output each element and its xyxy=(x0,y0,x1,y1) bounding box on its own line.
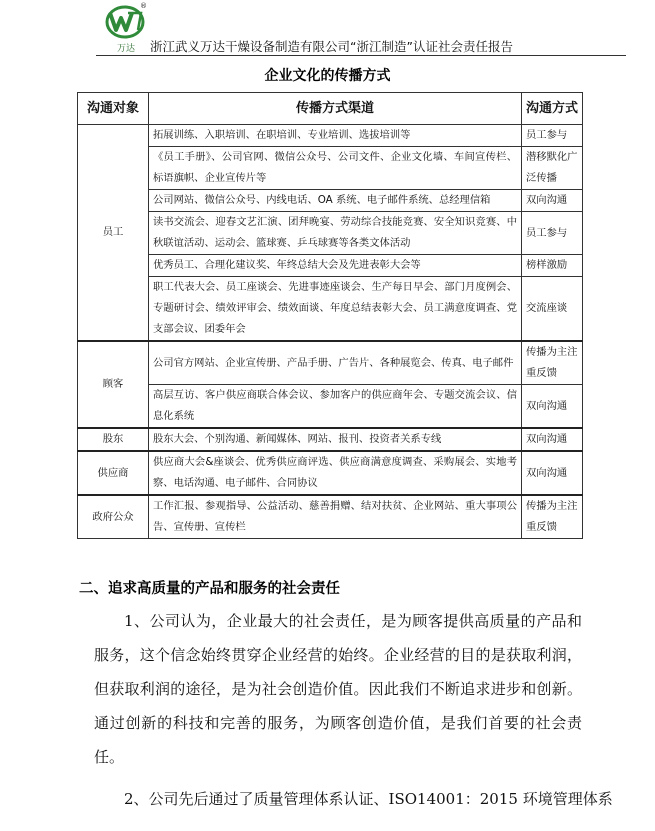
section-heading: 二、追求高质量的产品和服务的社会责任 xyxy=(79,581,340,597)
paragraph: 1、公司认为，企业最大的社会责任，是为顾客提供高质量的产品和服务，这个信念始终贯穿企业经营的始终。企业经营的目的是获取利润，但获取利润的途径，是为社会创造价值。因此我们不断追求进步和创新。通过创新的科技和完善的服务，为顾客创造价值，是我们首要的社会责任。 xyxy=(94,612,582,766)
method-cell: 员工参与 xyxy=(522,125,583,147)
table-title: 企业文化的传播方式 xyxy=(264,68,391,84)
communication-table xyxy=(77,92,583,539)
method-cell: 传播为主注重反馈 xyxy=(522,495,583,539)
table-row xyxy=(78,495,583,539)
channels-cell: 优秀员工、合理化建议奖、年终总结大会及先进表彰大会等 xyxy=(149,255,522,277)
method-cell: 双向沟通 xyxy=(522,190,583,212)
table-header-row xyxy=(78,93,583,125)
table-row xyxy=(78,212,583,255)
column-header: 沟通对象 xyxy=(78,93,149,125)
table-row xyxy=(78,190,583,212)
table-row xyxy=(78,255,583,277)
method-cell: 交流座谈 xyxy=(522,277,583,342)
method-cell: 双向沟通 xyxy=(522,428,583,451)
channels-cell: 高层互访、客户供应商联合体会议、参加客户的供应商年会、专题交流会议、信息化系统 xyxy=(149,385,522,429)
channels-cell: 供应商大会&座谈会、优秀供应商评选、供应商满意度调查、采购展会、实地考察、电话沟通、电子邮件、合同协议 xyxy=(149,451,522,495)
page-header xyxy=(96,0,626,62)
table-body xyxy=(78,125,583,539)
method-cell: 双向沟通 xyxy=(522,451,583,495)
logo-text: 万达 xyxy=(116,44,135,54)
table-row xyxy=(78,147,583,190)
target-cell: 供应商 xyxy=(78,451,149,495)
paragraph: 2、公司先后通过了质量管理体系认证、ISO14001：2015 环境管理体系 xyxy=(124,790,613,808)
table-row xyxy=(78,341,583,385)
method-cell: 潜移默化广泛传播 xyxy=(522,147,583,190)
header-rule xyxy=(96,55,626,56)
column-header: 沟通方式 xyxy=(522,93,583,125)
table-row xyxy=(78,428,583,451)
column-header: 传播方式渠道 xyxy=(149,93,522,125)
table-row xyxy=(78,385,583,429)
table-row xyxy=(78,277,583,342)
company-logo xyxy=(96,0,156,62)
registered-mark: ® xyxy=(140,2,147,10)
table-row xyxy=(78,125,583,147)
channels-cell: 公司官方网站、企业宣传册、产品手册、广告片、各种展览会、传真、电子邮件 xyxy=(149,341,522,385)
channels-cell: 读书交流会、迎春文艺汇演、团拜晚宴、劳动综合技能竞赛、安全知识竞赛、中秋联谊活动、运动会、篮球赛、乒乓球赛等各类文体活动 xyxy=(149,212,522,255)
channels-cell: 公司网站、微信公众号、内线电话、OA 系统、电子邮件系统、总经理信箱 xyxy=(149,190,522,212)
target-cell: 政府公众 xyxy=(78,495,149,539)
method-cell: 榜样激励 xyxy=(522,255,583,277)
channels-cell: 工作汇报、参观指导、公益活动、慈善捐赠、结对扶贫、企业网站、重大事项公告、宣传册、宣传栏 xyxy=(149,495,522,539)
method-cell: 员工参与 xyxy=(522,212,583,255)
table-row xyxy=(78,451,583,495)
report-header-title: 浙江武义万达干燥设备制造有限公司“浙江制造”认证社会责任报告 xyxy=(150,39,513,54)
method-cell: 双向沟通 xyxy=(522,385,583,429)
channels-cell: 职工代表大会、员工座谈会、先进事迹座谈会、生产每日早会、部门月度例会、专题研讨会、绩效评审会、绩效面谈、年度总结表彰大会、员工满意度调查、党支部会议、团委年会 xyxy=(149,277,522,342)
channels-cell: 拓展训练、入职培训、在职培训、专业培训、选拔培训等 xyxy=(149,125,522,147)
channels-cell: 《员工手册》、公司官网、微信公众号、公司文件、企业文化墙、车间宣传栏、标语旗帜、企业宣传片等 xyxy=(149,147,522,190)
channels-cell: 股东大会、个别沟通、新闻媒体、网站、报刊、投资者关系专线 xyxy=(149,428,522,451)
wanda-logo-icon xyxy=(105,4,145,40)
target-cell: 股东 xyxy=(78,428,149,451)
target-cell: 顾客 xyxy=(78,341,149,428)
target-cell: 员工 xyxy=(78,125,149,342)
method-cell: 传播为主注重反馈 xyxy=(522,341,583,385)
